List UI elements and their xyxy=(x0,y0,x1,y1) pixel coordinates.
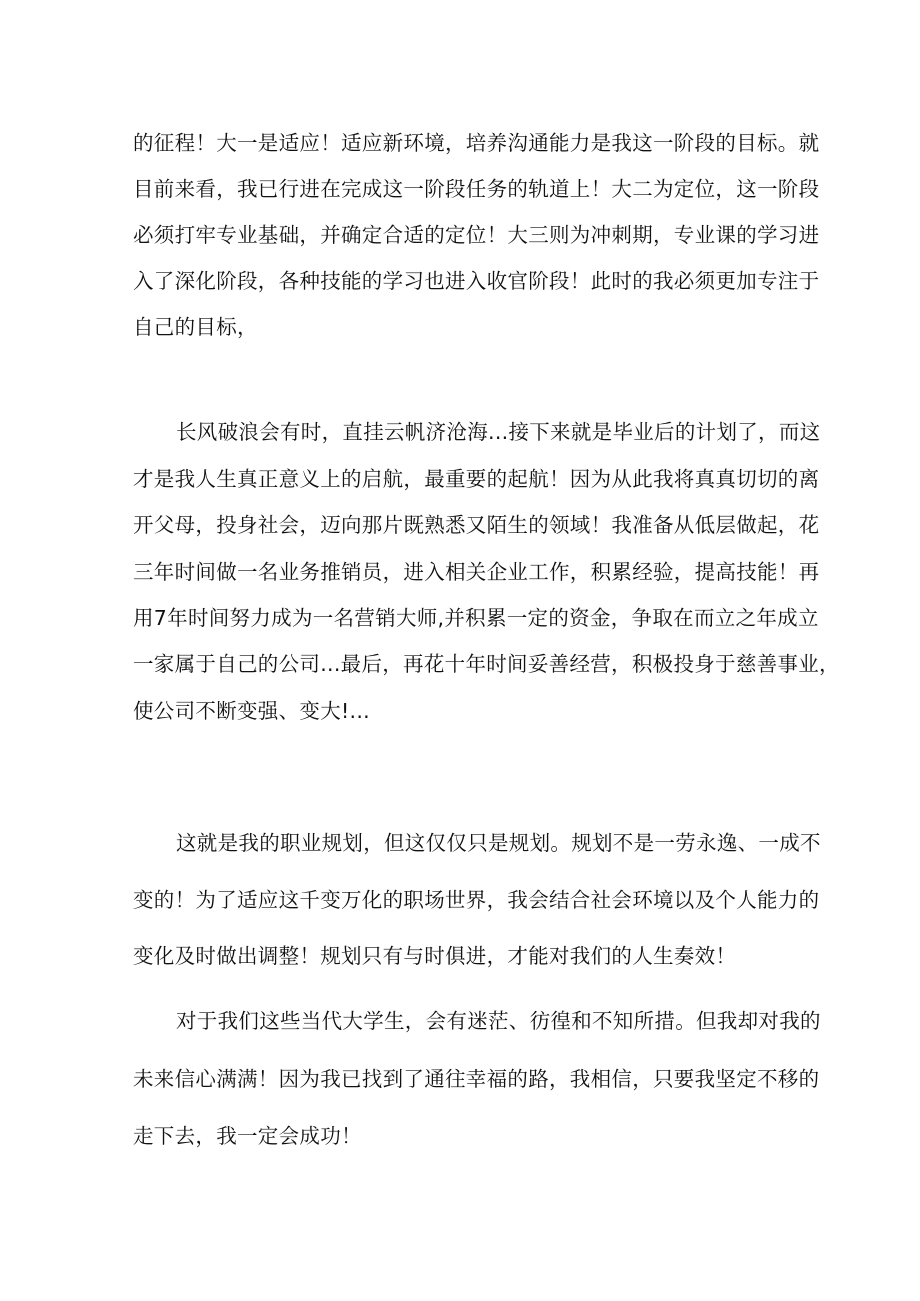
text-line: 三年时间做一名业务推销员，进入相关企业工作，积累经验，提高技能！再 xyxy=(133,560,820,584)
text-line: 对于我们这些当代大学生，会有迷茫、彷徨和不知所措。但我却对我的 xyxy=(176,1009,821,1033)
text-line: 入了深化阶段，各种技能的学习也进入收官阶段！此时的我必须更加专注于 xyxy=(133,269,820,293)
text-line: 自己的目标， xyxy=(133,315,258,339)
text-line: 目前来看，我已行进在完成这一阶段任务的轨道上！大二为定位，这一阶段 xyxy=(133,177,820,201)
text-line: 才是我人生真正意义上的启航，最重要的起航！因为从此我将真真切切的离 xyxy=(133,467,820,491)
text-line: 这就是我的职业规划，但这仅仅只是规划。规划不是一劳永逸、一成不 xyxy=(176,831,821,855)
text-line: 的征程！大一是适应！适应新环境，培养沟通能力是我这一阶段的目标。就 xyxy=(133,131,820,155)
text-line: 未来信心满满！因为我已找到了通往幸福的路，我相信，只要我坚定不移的 xyxy=(133,1067,820,1091)
text-line: 用7年时间努力成为一名营销大师,并积累一定的资金，争取在而立之年成立 xyxy=(133,606,819,630)
text-line: 变化及时做出调整！规划只有与时俱进，才能对我们的人生奏效！ xyxy=(133,944,737,968)
text-line: 走下去，我一定会成功！ xyxy=(133,1124,362,1148)
text-line: 一家属于自己的公司...最后，再花十年时间妥善经营，积极投身于慈善事业， xyxy=(133,652,840,676)
text-line: 使公司不断变强、变大!... xyxy=(133,699,370,723)
text-line: 长风破浪会有时，直挂云帆济沧海...接下来就是毕业后的计划了，而这 xyxy=(176,420,821,444)
text-line: 开父母，投身社会，迈向那片既熟悉又陌生的领域！我准备从低层做起，花 xyxy=(133,513,820,537)
text-line: 必须打牢专业基础，并确定合适的定位！大三则为冲刺期，专业课的学习进 xyxy=(133,223,820,247)
text-line: 变的！为了适应这千变万化的职场世界，我会结合社会环境以及个人能力的 xyxy=(133,888,820,912)
